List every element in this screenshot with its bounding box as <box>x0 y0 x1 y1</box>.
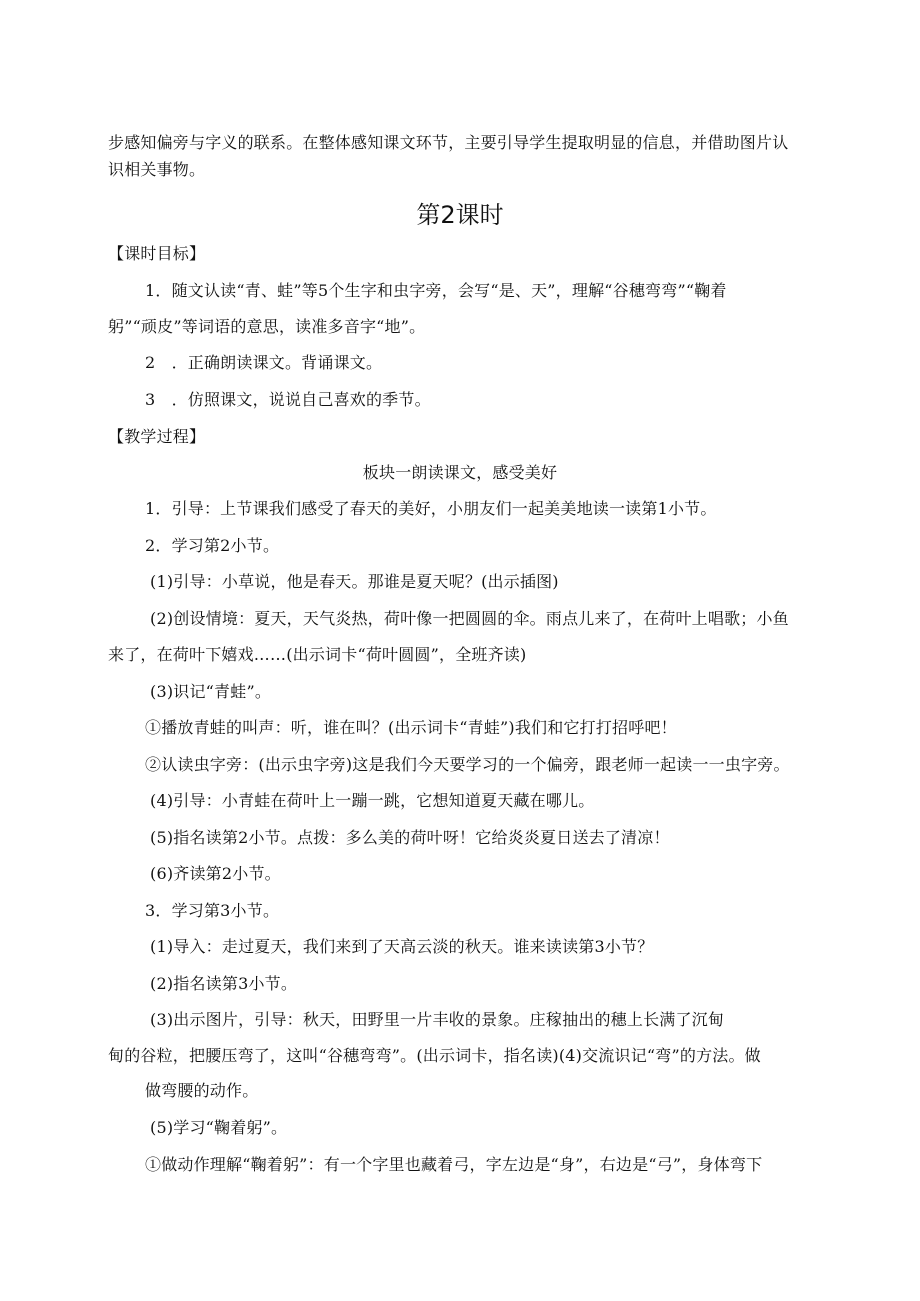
step-3-item-3-line-3: 做弯腰的动作。 <box>145 1081 259 1100</box>
step-3-item-5: (5)学习“鞠着躬”。 <box>150 1118 288 1137</box>
step-2-item-5: (5)指名读第2小节。点拨：多么美的荷叶呀！它给炎炎夏日送去了清凉！ <box>150 828 670 847</box>
step-2-item-3: (3)识记“青蛙”。 <box>150 682 272 701</box>
step-3: 3．学习第3小节。 <box>145 901 280 920</box>
step-2-item-1: (1)引导：小草说，他是春天。那谁是夏天呢？(出示插图) <box>150 572 559 591</box>
step-3-item-2: (2)指名读第3小节。 <box>150 974 298 993</box>
step-3-item-3-line-2: 甸的谷粒，把腰压弯了，这叫“谷穗弯弯”。(出示词卡，指名读)(4)交流识记“弯”的方法。做 <box>108 1046 761 1065</box>
step-2-item-3-a: ①播放青蛙的叫声：听，谁在叫？(出示词卡“青蛙”)我们和它打打招呼吧！ <box>145 718 677 737</box>
step-2-item-6: (6)齐读第2小节。 <box>150 864 281 883</box>
objectives-heading: 【课时目标】 <box>108 244 206 263</box>
intro-line-1: 步感知偏旁与字义的联系。在整体感知课文环节，主要引导学生提取明显的信息，并借助图片认 <box>108 133 789 152</box>
step-1: 1．引导：上节课我们感受了春天的美好，小朋友们一起美美地读一读第1小节。 <box>145 499 717 518</box>
step-2-item-2-line-2: 来了，在荷叶下嬉戏……(出示词卡“荷叶圆圆”，全班齐读) <box>108 645 527 664</box>
intro-line-2: 识相关事物。 <box>108 160 206 179</box>
objective-1-line-2: 躬”“顽皮”等词语的意思，读准多音字“地”。 <box>108 317 426 336</box>
objective-1-line-1: 1．随文认读“青、蛙”等5个生字和虫字旁，会写“是、天”，理解“谷穗弯弯”“鞠着 <box>145 281 727 300</box>
step-3-item-3-line-1: (3)出示图片，引导：秋天，田野里一片丰收的景象。庄稼抽出的穗上长满了沉甸 <box>150 1010 725 1029</box>
lesson-title: 第2课时 <box>416 201 504 229</box>
step-2-item-2-line-1: (2)创设情境：夏天，天气炎热，荷叶像一把圆圆的伞。雨点儿来了，在荷叶上唱歌；小鱼 <box>150 609 789 628</box>
objective-2: 2 ．正确朗读课文。背诵课文。 <box>145 353 383 372</box>
step-2-item-4: (4)引导：小青蛙在荷叶上一蹦一跳，它想知道夏天藏在哪儿。 <box>150 791 595 810</box>
step-2-item-3-b: ②认读虫字旁：(出示虫字旁)这是我们今天要学习的一个偏旁，跟老师一起读一一虫字旁。 <box>145 755 790 774</box>
step-3-item-1: (1)导入：走过夏天，我们来到了天高云淡的秋天。谁来读读第3小节？ <box>150 937 654 956</box>
process-heading: 【教学过程】 <box>108 427 206 446</box>
step-3-item-5-a: ①做动作理解“鞠着躬”：有一个字里也藏着弓，字左边是“身”，右边是“弓”，身体弯下 <box>145 1155 763 1174</box>
step-2: 2．学习第2小节。 <box>145 536 280 555</box>
objective-3: 3 ．仿照课文，说说自己喜欢的季节。 <box>145 390 431 409</box>
block-title: 板块一朗读课文，感受美好 <box>362 463 558 482</box>
